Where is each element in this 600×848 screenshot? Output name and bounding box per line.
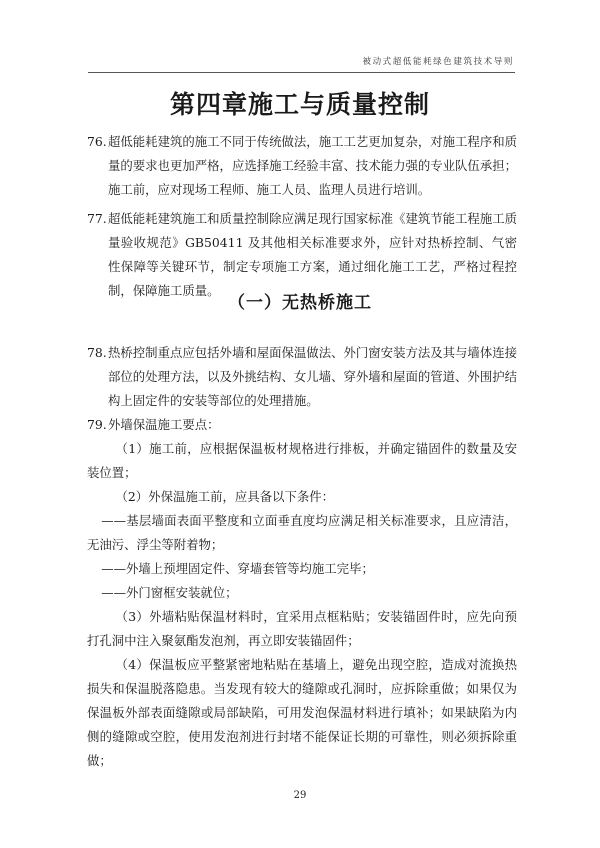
clause-number: 79. bbox=[87, 417, 107, 432]
clause-76 bbox=[87, 130, 517, 202]
clause-79 bbox=[87, 413, 517, 437]
clause-text: 热桥控制重点应包括外墙和屋面保温做法、外门窗安装方法及其与墙体连接部位的处理方法，以及外挑结构、女儿墙、穿外墙和屋面的管道、外围护结构上固定件的安装等部位的处理措施。 bbox=[108, 345, 517, 408]
sub-item-3: （3）外墙粘贴保温材料时，宜采用点框粘贴；安装锚固件时，应先向预打孔洞中注入聚氨酯发泡剂，再立即安装锚固件； bbox=[87, 609, 517, 648]
condition-item: ——外门窗框安装就位； bbox=[101, 585, 238, 600]
condition-item: ——外墙上预埋固定件、穿墙套管等均施工完毕； bbox=[101, 561, 374, 576]
sub-item-1: （1）施工前，应根据保温板材规格进行排板，并确定锚固件的数量及安装位置； bbox=[87, 441, 517, 480]
chapter-title: 第四章施工与质量控制 bbox=[169, 90, 430, 119]
clause-text: 外墙保温施工要点： bbox=[108, 417, 220, 432]
sub-item-2: （2）外保温施工前，应具备以下条件： bbox=[115, 489, 335, 504]
clause-text: 超低能耗建筑施工和质量控制除应满足现行国家标准《建筑节能工程施工质量验收规范》GB50411 及其他相关标准要求外，应针对热桥控制、气密性保障等关键环节，制定专项施工方案，通过细化施工工艺，严格过程控制，保障施工质量。 bbox=[108, 211, 517, 298]
page-number: 29 bbox=[293, 790, 307, 801]
condition-item: ——基层墙面表面平整度和立面垂直度均应满足相关标准要求，且应清洁，无油污、浮尘等附着物； bbox=[87, 513, 517, 552]
clause-number: 78. bbox=[87, 345, 107, 360]
clause-number: 77. bbox=[87, 211, 107, 226]
clause-78 bbox=[87, 341, 517, 413]
clause-number: 76. bbox=[87, 134, 107, 149]
running-header: 被动式超低能耗绿色建筑技术导则 bbox=[362, 57, 514, 67]
clause-text: 超低能耗建筑的施工不同于传统做法，施工工艺更加复杂，对施工程序和质量的要求也更加严格，应选择施工经验丰富、技术能力强的专业队伍承担；施工前，应对现场工程师、施工人员、监理人员进行培训。 bbox=[108, 134, 517, 197]
section-title: （一）无热桥施工 bbox=[228, 293, 372, 313]
header-divider bbox=[88, 72, 515, 73]
sub-item-4: （4）保温板应平整紧密地粘贴在基墙上，避免出现空腔，造成对流换热损失和保温脱落隐患。当发现有较大的缝隙或孔洞时，应拆除重做；如果仅为保温板外部表面缝隙或局部缺陷，可用发泡保温材料进行填补；如果缺陷为内侧的缝隙或空腔，使用发泡剂进行封堵不能保证长期的可靠性，则必须拆除重做； bbox=[87, 657, 517, 768]
